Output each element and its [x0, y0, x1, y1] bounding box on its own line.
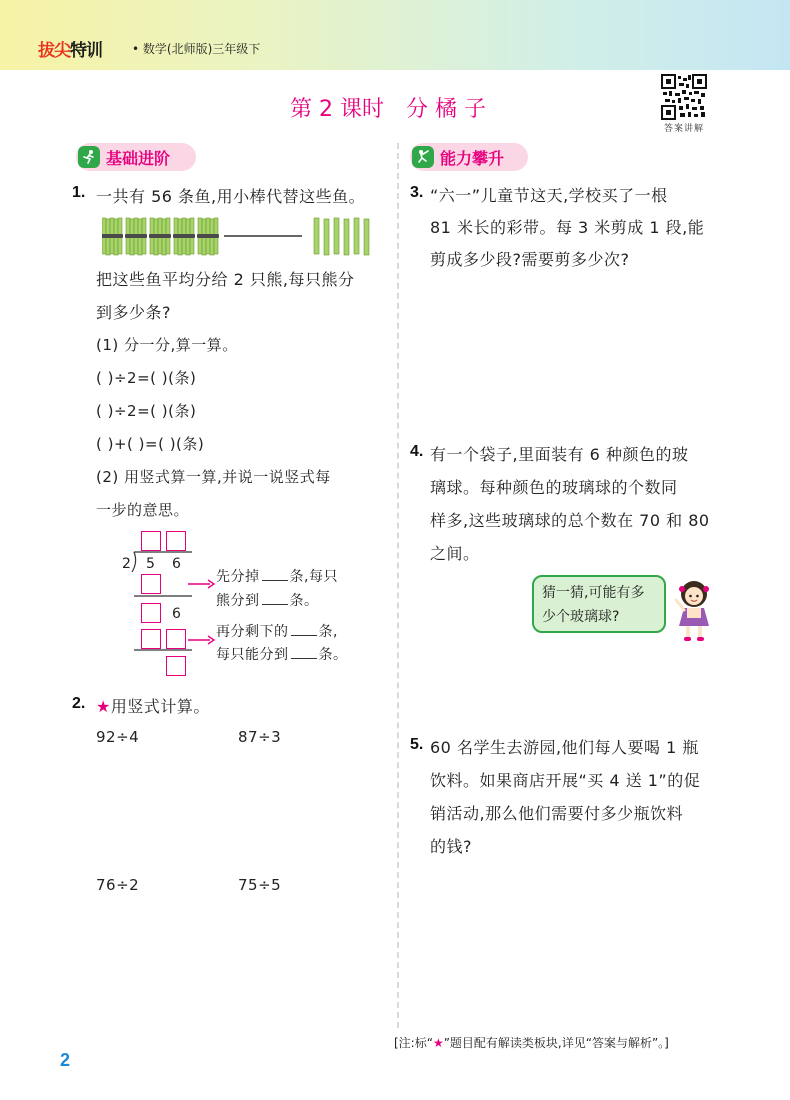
answer-blank[interactable]: [262, 566, 288, 581]
step3-product-ones-box[interactable]: [166, 629, 186, 649]
problem1-eq2: ( )÷2=( )(条): [96, 402, 197, 420]
stick-bundle: [125, 218, 147, 255]
brand-logo: [38, 36, 102, 61]
single-stick: [344, 219, 349, 255]
problem1-part2-line1: (2) 用竖式算一算,并说一说竖式每: [96, 468, 331, 486]
answer-blank[interactable]: [291, 644, 317, 659]
brought-down-digit: 6: [172, 606, 181, 622]
brand-part2: 特训: [70, 41, 102, 61]
stick-bundle: [102, 218, 123, 255]
lesson-prefix: 第 2 课时: [290, 97, 384, 122]
problem4-line3: 样多,这些玻璃球的总个数在 70 和 80: [430, 511, 710, 530]
dividend-ones: 6: [172, 556, 181, 572]
annotation-line3: [216, 621, 338, 641]
problem1-line1: 一共有 56 条鱼,用小棒代替这些鱼。: [96, 187, 366, 206]
single-stick: [334, 218, 339, 254]
problem5-line4: 的钱?: [430, 837, 472, 856]
step2-remainder-box[interactable]: [141, 603, 161, 623]
problem5-number: 5.: [410, 736, 424, 753]
final-remainder-box[interactable]: [166, 656, 186, 676]
problem4-line4: 之间。: [430, 544, 480, 563]
ann1-text-b: 条,每只: [289, 569, 338, 585]
step3-product-tens-box[interactable]: [141, 629, 161, 649]
ann2-text-a: 熊分到: [216, 593, 260, 609]
star-icon: ★: [96, 697, 111, 716]
lesson-name: 分 橘 子: [405, 97, 486, 122]
ann3-text-a: 再分剩下的: [216, 624, 289, 640]
quotient-box-ones[interactable]: [166, 531, 186, 551]
answer-blank[interactable]: [262, 590, 288, 605]
problem5-line1: 60 名学生去游园,他们每人要喝 1 瓶: [430, 738, 699, 757]
ann1-text-a: 先分掉: [216, 569, 260, 585]
problem2-number: 2.: [72, 695, 86, 712]
note-star-icon: ★: [432, 1036, 444, 1050]
single-stick: [314, 218, 319, 254]
divisor: 2: [122, 556, 131, 572]
header-band: [0, 0, 790, 70]
stick-bundle: [149, 218, 171, 255]
bubble-line2: 少个玻璃球?: [542, 609, 620, 625]
section-basic-title: 基础进阶: [106, 148, 171, 168]
note-text-b: ”题目配有解读类板块,详见“答案与解析”。]: [443, 1036, 669, 1050]
dividend-tens: 5: [146, 556, 155, 572]
ann4-text-b: 条。: [318, 647, 348, 663]
lesson-title: [290, 92, 486, 123]
annotation-line4: [216, 644, 348, 664]
quotient-box-tens[interactable]: [141, 531, 161, 551]
calc-item-1: 92÷4: [96, 728, 140, 746]
qr-code[interactable]: [661, 74, 707, 120]
answer-blank[interactable]: [291, 621, 317, 636]
problem4-line1: 有一个袋子,里面装有 6 种颜色的玻: [430, 445, 689, 464]
ann2-text-b: 条。: [289, 593, 319, 609]
bubble-line1: 猜一猜,可能有多: [542, 585, 645, 601]
problem2-title-text: 用竖式计算。: [110, 697, 210, 716]
problem1-eq3: ( )+( )=( )(条): [96, 435, 205, 453]
section-ability-title: 能力攀升: [440, 148, 505, 168]
climber-icon: [412, 146, 434, 168]
ann4-text-a: 每只能分到: [216, 647, 289, 663]
sticks-illustration: [102, 214, 372, 258]
problem3-line1: “六一”儿童节这天,学校买了一根: [430, 186, 668, 205]
ann3-text-b: 条,: [318, 624, 338, 640]
problem1-eq1: ( )÷2=( )(条): [96, 369, 197, 387]
runner-icon: [78, 146, 100, 168]
hint-speech-bubble: [532, 575, 666, 633]
qr-label: 答案讲解: [663, 124, 704, 134]
column-divider: [397, 143, 399, 1028]
problem1-number: 1.: [72, 184, 86, 201]
problem4-line2: 璃球。每种颜色的玻璃球的个数同: [430, 478, 678, 497]
section-ability-badge: [410, 143, 528, 171]
problem1-part1: (1) 分一分,算一算。: [96, 336, 238, 354]
girl-illustration: [672, 580, 716, 642]
problem1-line2: 把这些鱼平均分给 2 只熊,每只熊分: [96, 270, 355, 289]
footer-note: [394, 1034, 669, 1051]
stick-bundle: [173, 218, 195, 255]
problem1-part2-line2: 一步的意思。: [96, 501, 190, 519]
single-stick: [364, 219, 369, 255]
annotation-line2: [216, 590, 319, 610]
problem5-line2: 饮料。如果商店开展“买 4 送 1”的促: [430, 771, 701, 790]
calc-item-4: 75÷5: [238, 876, 282, 894]
single-stick: [354, 218, 359, 254]
annotation-arrows: [186, 572, 216, 662]
annotation-line1: [216, 566, 338, 586]
stick-bundle: [197, 218, 219, 255]
problem3-line2: 81 米长的彩带。每 3 米剪成 1 段,能: [430, 218, 705, 237]
problem3-number: 3.: [410, 184, 424, 201]
problem5-line3: 销活动,那么他们需要付多少瓶饮料: [430, 804, 684, 823]
header-subtitle: • 数学(北师版)三年级下: [132, 42, 261, 56]
calc-item-2: 87÷3: [238, 728, 282, 746]
step1-product-box[interactable]: [141, 574, 161, 594]
calc-item-3: 76÷2: [96, 876, 140, 894]
problem3-line3: 剪成多少段?需要剪多少次?: [430, 250, 630, 269]
page-number: 2: [60, 1050, 71, 1070]
problem4-number: 4.: [410, 443, 424, 460]
single-stick: [324, 219, 329, 255]
section-basic-badge: [76, 143, 196, 171]
note-text-a: [注:标“: [394, 1036, 433, 1050]
problem1-line3: 到多少条?: [96, 303, 171, 322]
brand-part1: 拔尖: [38, 41, 70, 61]
problem2-title: [96, 694, 210, 717]
